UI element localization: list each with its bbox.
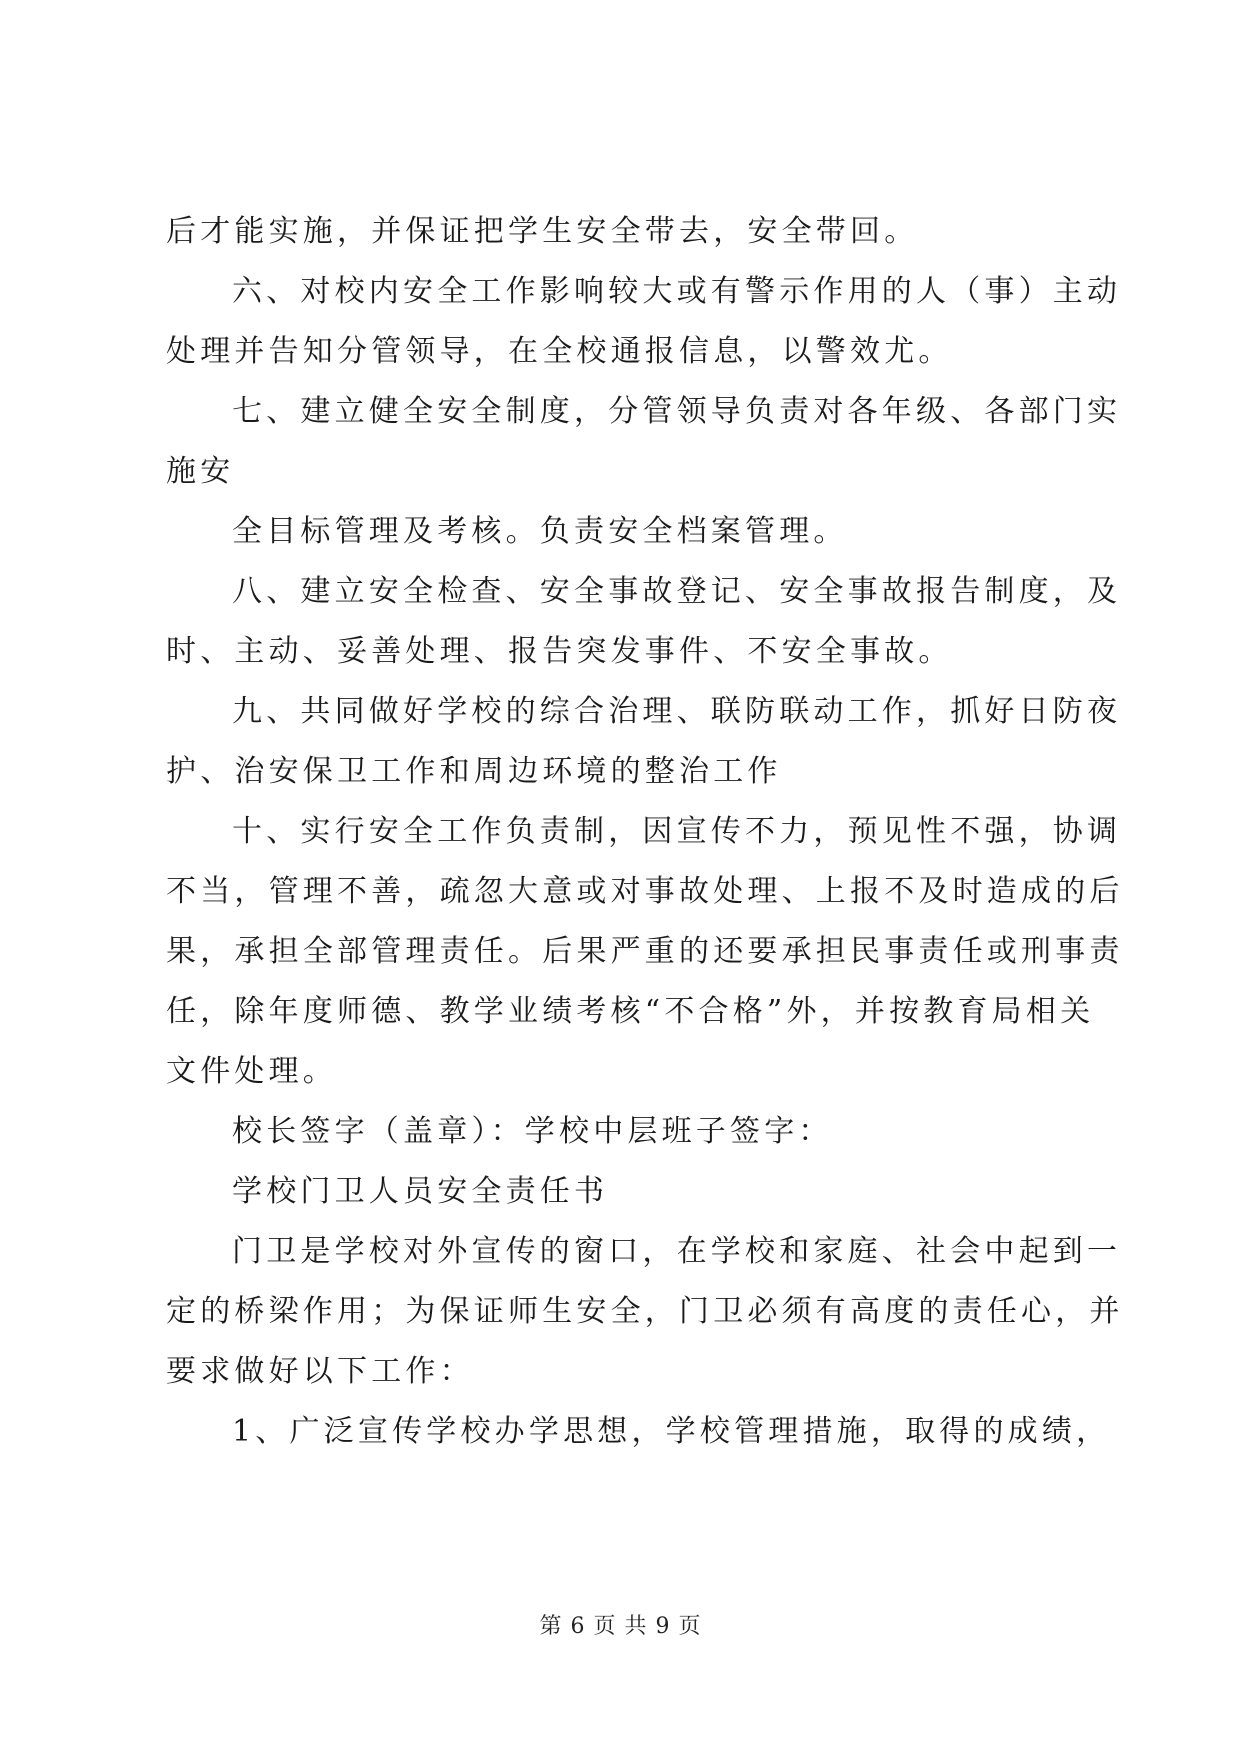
- text-line-19: 定的桥梁作用；为保证师生安全，门卫必须有高度的责任心，并: [166, 1294, 1124, 1329]
- text-line-20: 要求做好以下工作：: [166, 1354, 474, 1389]
- signature-line: 校长签字（盖章）：学校中层班子签字：: [232, 1114, 833, 1149]
- text-line-18: 门卫是学校对外宣传的窗口，在学校和家庭、社会中起到一: [232, 1234, 1122, 1269]
- text-line-13: 果，承担全部管理责任。后果严重的还要承担民事责任或刑事责: [166, 934, 1124, 969]
- text-line-11: 十、实行安全工作负责制，因宣传不力，预见性不强，协调: [232, 814, 1122, 849]
- page-number-footer: 第 6 页 共 9 页: [539, 1614, 702, 1639]
- text-line-6: 全目标管理及考核。负责安全档案管理。: [232, 514, 848, 549]
- text-line-10: 护、治安保卫工作和周边环境的整治工作: [166, 754, 782, 789]
- text-line-1: 后才能实施，并保证把学生安全带去，安全带回。: [166, 214, 919, 249]
- text-line-4: 七、建立健全安全制度，分管领导负责对各年级、各部门实: [232, 394, 1122, 429]
- text-line-2: 六、对校内安全工作影响较大或有警示作用的人（事）主动: [232, 274, 1122, 309]
- text-line-3: 处理并告知分管领导，在全校通报信息，以警效尤。: [166, 334, 953, 369]
- text-line-8: 时、主动、妥善处理、报告突发事件、不安全事故。: [166, 634, 953, 669]
- text-line-15: 文件处理。: [166, 1054, 337, 1089]
- section-title: 学校门卫人员安全责任书: [232, 1174, 609, 1209]
- text-line-14: 任，除年度师德、教学业绩考核“不合格”外，并按教育局相关: [166, 994, 1095, 1029]
- text-line-7: 八、建立安全检查、安全事故登记、安全事故报告制度，及: [232, 574, 1122, 609]
- text-line-21: 1、广泛宣传学校办学思想，学校管理措施，取得的成绩，: [232, 1414, 1111, 1449]
- text-line-12: 不当，管理不善，疏忽大意或对事故处理、上报不及时造成的后: [166, 874, 1124, 909]
- text-line-5: 施安: [166, 454, 235, 489]
- text-line-9: 九、共同做好学校的综合治理、联防联动工作，抓好日防夜: [232, 694, 1122, 729]
